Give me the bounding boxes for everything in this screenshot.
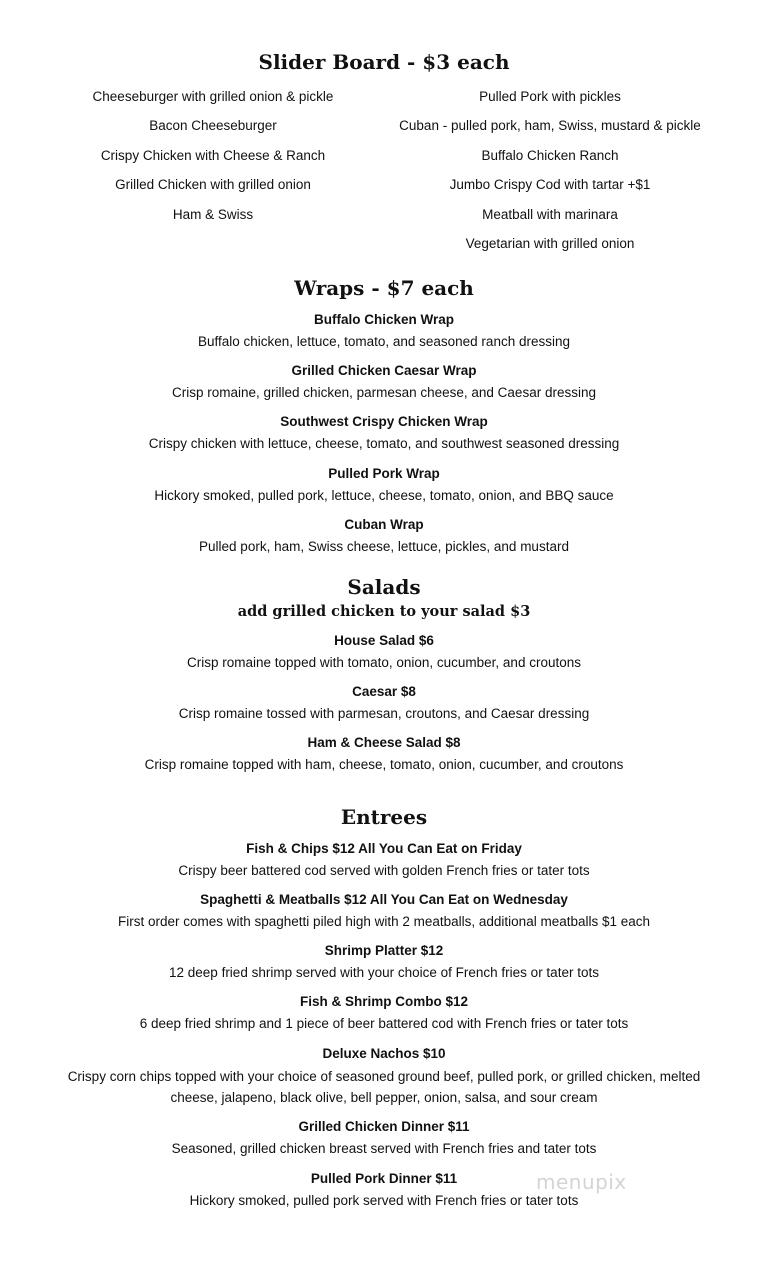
salad-name: House Salad $6 xyxy=(334,633,434,648)
salad-desc: Crisp romaine topped with tomato, onion, cucumber, and croutons xyxy=(187,655,581,670)
wrap-desc: Buffalo chicken, lettuce, tomato, and seasoned ranch dressing xyxy=(198,334,570,349)
slider-item: Buffalo Chicken Ranch xyxy=(481,148,619,163)
entree-desc: Hickory smoked, pulled pork served with French fries or tater tots xyxy=(189,1193,579,1208)
watermark: menupix xyxy=(536,1170,627,1194)
salad-desc: Crisp romaine tossed with parmesan, croutons, and Caesar dressing xyxy=(178,706,590,721)
slider-item: Pulled Pork with pickles xyxy=(479,89,621,104)
entree-name: Deluxe Nachos $10 xyxy=(322,1046,446,1061)
entree-desc: 6 deep fried shrimp and 1 piece of beer battered cod with French fries or tater tots xyxy=(139,1016,629,1031)
entrees-title: Entrees xyxy=(340,805,428,829)
wrap-desc: Crisp romaine, grilled chicken, parmesan cheese, and Caesar dressing xyxy=(172,385,596,400)
entree-name: Fish & Chips $12 All You Can Eat on Friday xyxy=(246,841,522,856)
wrap-desc: Pulled pork, ham, Swiss cheese, lettuce, pickles, and mustard xyxy=(199,539,569,554)
slider-item: Grilled Chicken with grilled onion xyxy=(115,177,311,192)
entree-desc: First order comes with spaghetti piled high with 2 meatballs, additional meatballs $1 each xyxy=(117,914,651,929)
entree-name: Grilled Chicken Dinner $11 xyxy=(298,1119,470,1134)
salad-desc: Crisp romaine topped with ham, cheese, tomato, onion, cucumber, and croutons xyxy=(144,757,624,772)
slider-board-title: Slider Board - $3 each xyxy=(258,50,510,74)
salad-name: Ham & Cheese Salad $8 xyxy=(307,735,461,750)
slider-item: Cuban - pulled pork, ham, Swiss, mustard & pickle xyxy=(399,118,701,133)
slider-item: Bacon Cheeseburger xyxy=(149,118,277,133)
entree-name: Shrimp Platter $12 xyxy=(324,943,444,958)
wrap-name: Buffalo Chicken Wrap xyxy=(313,312,455,327)
slider-item: Cheeseburger with grilled onion & pickle xyxy=(92,89,334,104)
wrap-name: Southwest Crispy Chicken Wrap xyxy=(280,414,488,429)
slider-item: Jumbo Crispy Cod with tartar +$1 xyxy=(449,177,651,192)
entree-name: Fish & Shrimp Combo $12 xyxy=(299,994,469,1009)
wrap-name: Cuban Wrap xyxy=(344,517,424,532)
entree-desc: Crispy beer battered cod served with golden French fries or tater tots xyxy=(178,863,590,878)
slider-item: Vegetarian with grilled onion xyxy=(465,236,635,251)
entree-desc: Seasoned, grilled chicken breast served with French fries and tater tots xyxy=(171,1141,597,1156)
slider-item: Meatball with marinara xyxy=(482,207,618,222)
entree-desc: Crispy corn chips topped with your choice of seasoned ground beef, pulled pork, or grilled chicken, melted cheese, jalapeno, black olive, bell pepper, onion, salsa, and sour cream xyxy=(67,1069,701,1105)
wrap-name: Pulled Pork Wrap xyxy=(328,466,440,481)
entree-name: Spaghetti & Meatballs $12 All You Can Eat on Wednesday xyxy=(200,892,568,907)
slider-item: Ham & Swiss xyxy=(172,207,254,222)
salads-subtitle: add grilled chicken to your salad $3 xyxy=(237,603,531,620)
wrap-desc: Hickory smoked, pulled pork, lettuce, cheese, tomato, onion, and BBQ sauce xyxy=(154,488,614,503)
salads-title: Salads xyxy=(347,575,421,599)
slider-item: Crispy Chicken with Cheese & Ranch xyxy=(100,148,326,163)
entree-desc: 12 deep fried shrimp served with your choice of French fries or tater tots xyxy=(169,965,599,980)
entree-name: Pulled Pork Dinner $11 xyxy=(310,1171,458,1186)
wrap-desc: Crispy chicken with lettuce, cheese, tomato, and southwest seasoned dressing xyxy=(148,436,620,451)
salad-name: Caesar $8 xyxy=(352,684,416,699)
wraps-title: Wraps - $7 each xyxy=(294,276,474,300)
wrap-name: Grilled Chicken Caesar Wrap xyxy=(291,363,477,378)
